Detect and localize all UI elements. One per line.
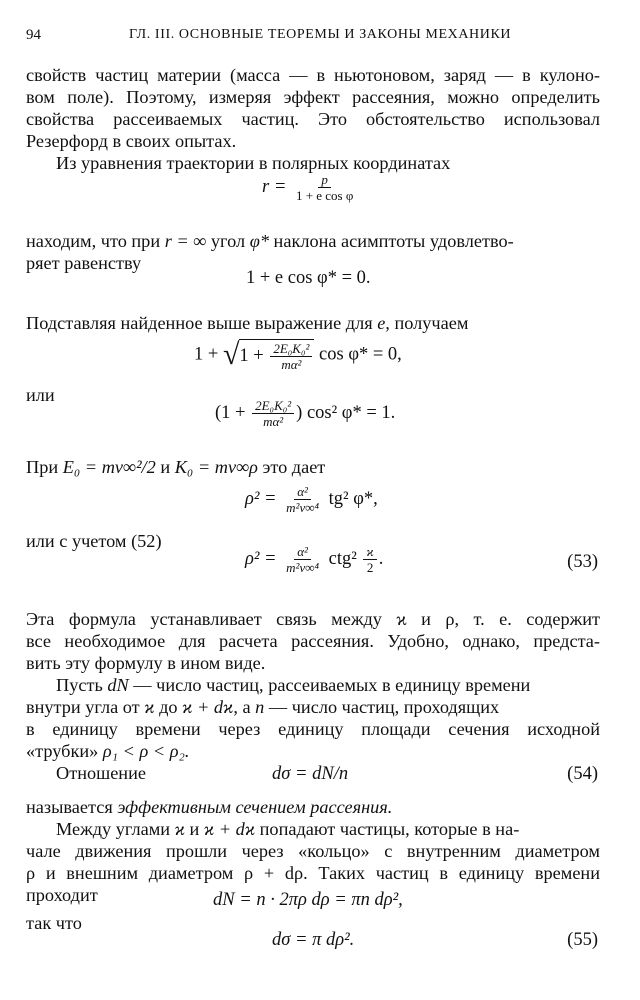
text-line bbox=[26, 456, 600, 478]
equation-sqrt bbox=[194, 338, 402, 372]
fraction bbox=[293, 172, 356, 203]
frac-numerator: ϰ bbox=[363, 544, 376, 560]
page-number: 94 bbox=[26, 27, 41, 43]
eq-term: ρ² = bbox=[245, 548, 277, 569]
equation-number: (55) bbox=[567, 930, 598, 950]
text-line: так что bbox=[26, 913, 82, 933]
text-line: все необходимое для расчета рассеяния. Удобно, однако, предста- bbox=[26, 631, 600, 651]
math-inline: ϰ + dϰ bbox=[182, 697, 234, 717]
math-inline: φ* bbox=[249, 231, 269, 251]
eq-term: 1 + bbox=[194, 344, 219, 365]
text-part: При bbox=[26, 457, 59, 477]
text-line: ρ и внешним диаметром ρ + dρ. Таких частиц в единицу времени bbox=[26, 863, 600, 883]
eq-term: tg² φ*, bbox=[328, 488, 378, 509]
text-line: Из уравнения траектории в полярных координатах bbox=[56, 153, 451, 173]
text-line: Эта формула устанавливает связь между ϰ и ρ, т. е. содержит bbox=[26, 609, 600, 629]
math-inline: ρ₁ < ρ < ρ₂. bbox=[102, 741, 190, 761]
text-line bbox=[26, 312, 600, 334]
text-line: или с учетом (52) bbox=[26, 531, 162, 551]
text-part: , а bbox=[233, 697, 251, 717]
text-part: наклона асимптоты удовлетво- bbox=[273, 231, 514, 251]
equation-trajectory bbox=[262, 172, 358, 203]
text-part: попадают частицы, которые в на- bbox=[259, 819, 520, 839]
text-part: Пусть bbox=[56, 675, 103, 695]
frac-denominator: mα² bbox=[281, 356, 302, 372]
text-line: ряет равенству bbox=[26, 253, 142, 273]
equation-tg bbox=[245, 484, 378, 515]
sqrt-sign: √ bbox=[222, 338, 240, 371]
text-part: — число частиц, проходящих bbox=[268, 697, 500, 717]
text-line: проходит bbox=[26, 885, 98, 905]
text-line: Резерфорд в своих опытах. bbox=[26, 131, 237, 151]
text-part: называется bbox=[26, 797, 113, 817]
math-inline: r = ∞ bbox=[164, 231, 207, 251]
equation-asymptote: 1 + e cos φ* = 0. bbox=[246, 268, 371, 288]
sqrt-body bbox=[239, 339, 314, 372]
text-part: до bbox=[159, 697, 178, 717]
eq-term: (1 + bbox=[215, 402, 246, 423]
fraction bbox=[252, 398, 294, 429]
text-part: и bbox=[160, 457, 171, 477]
frac-numerator: α² bbox=[294, 544, 311, 560]
math-inline: e, bbox=[377, 313, 390, 333]
eq-term: cos φ* = 0, bbox=[319, 344, 402, 365]
text-part: и bbox=[189, 819, 200, 839]
equation-number: (53) bbox=[567, 552, 598, 572]
eq-term: ctg² bbox=[328, 548, 357, 569]
text-line: в единицу времени через единицу площади сечения исходной bbox=[26, 719, 600, 739]
frac-denominator: 1 + e cos φ bbox=[295, 188, 354, 203]
frac-numerator: α² bbox=[294, 484, 311, 500]
text-part: — число частиц, рассеиваемых в единицу времени bbox=[133, 675, 531, 695]
text-line: вом поле). Поэтому, измеряя эффект рассеяния, можно определить bbox=[26, 87, 600, 107]
frac-numerator: 2E₀K₀² bbox=[252, 398, 294, 414]
equation-cos2 bbox=[215, 398, 395, 429]
math-inline: ϰ bbox=[144, 697, 155, 717]
fraction bbox=[283, 544, 322, 575]
text-line bbox=[26, 740, 600, 762]
eq-lhs: r = bbox=[262, 176, 287, 197]
math-inline: ϰ bbox=[174, 819, 185, 839]
emphasis: эффективным сечением рассеяния. bbox=[117, 797, 393, 817]
text-line bbox=[26, 230, 600, 252]
equation-53 bbox=[245, 544, 383, 575]
fraction bbox=[270, 341, 312, 372]
running-head: ГЛ. III. ОСНОВНЫЕ ТЕОРЕМЫ И ЗАКОНЫ МЕХАНИКИ bbox=[129, 27, 512, 42]
text-line: вить эту формулу в ином виде. bbox=[26, 653, 266, 673]
math-inline: E₀ = mv∞²/2 bbox=[62, 457, 156, 477]
text-line: свойств частиц материи (масса — в ньютоновом, заряд — в кулоно- bbox=[26, 65, 600, 85]
fraction bbox=[363, 544, 376, 575]
text-part: Между углами bbox=[56, 819, 171, 839]
math-inline: dN bbox=[107, 675, 129, 695]
text-part: получаем bbox=[394, 313, 469, 333]
text-part: угол bbox=[210, 231, 246, 251]
eq-term: ) bbox=[296, 402, 303, 423]
equation-54: dσ = dN/n bbox=[272, 764, 349, 784]
math-inline: n bbox=[255, 697, 265, 717]
text-line: или bbox=[26, 385, 55, 405]
frac-denominator: m²v∞⁴ bbox=[286, 500, 320, 515]
text-part: Подставляя найденное выше выражение для bbox=[26, 313, 373, 333]
fraction bbox=[283, 484, 322, 515]
eq-term: cos² φ* = 1. bbox=[306, 402, 396, 423]
eq-term: 1 + bbox=[239, 345, 264, 366]
text-part: внутри угла от bbox=[26, 697, 140, 717]
equation-55: dσ = π dρ². bbox=[272, 930, 355, 950]
frac-denominator: mα² bbox=[263, 414, 284, 429]
text-line bbox=[26, 696, 600, 718]
frac-numerator: 2E₀K₀² bbox=[270, 341, 312, 357]
math-inline: ϰ + dϰ bbox=[203, 819, 256, 839]
frac-denominator: m²v∞⁴ bbox=[286, 560, 320, 575]
text-part: это дает bbox=[262, 457, 326, 477]
eq-term: ρ² = bbox=[245, 488, 277, 509]
equation-dN: dN = n · 2πρ dρ = πn dρ², bbox=[213, 890, 403, 910]
text-line bbox=[56, 674, 600, 696]
eq-term: . bbox=[378, 548, 384, 569]
frac-denominator: 2 bbox=[366, 560, 374, 575]
text-part: находим, что при bbox=[26, 231, 161, 251]
text-line: чале движения прошли через «кольцо» с внутренним диаметром bbox=[26, 841, 600, 861]
text-line: Отношение bbox=[56, 763, 146, 783]
math-inline: K₀ = mv∞ρ bbox=[174, 457, 258, 477]
equation-number: (54) bbox=[567, 764, 598, 784]
text-line: свойства рассеиваемых частиц. Это обстоятельство использовал bbox=[26, 109, 600, 129]
frac-numerator: p bbox=[318, 172, 331, 188]
text-line bbox=[26, 796, 600, 818]
text-line bbox=[56, 818, 600, 840]
text-part: «трубки» bbox=[26, 741, 99, 761]
